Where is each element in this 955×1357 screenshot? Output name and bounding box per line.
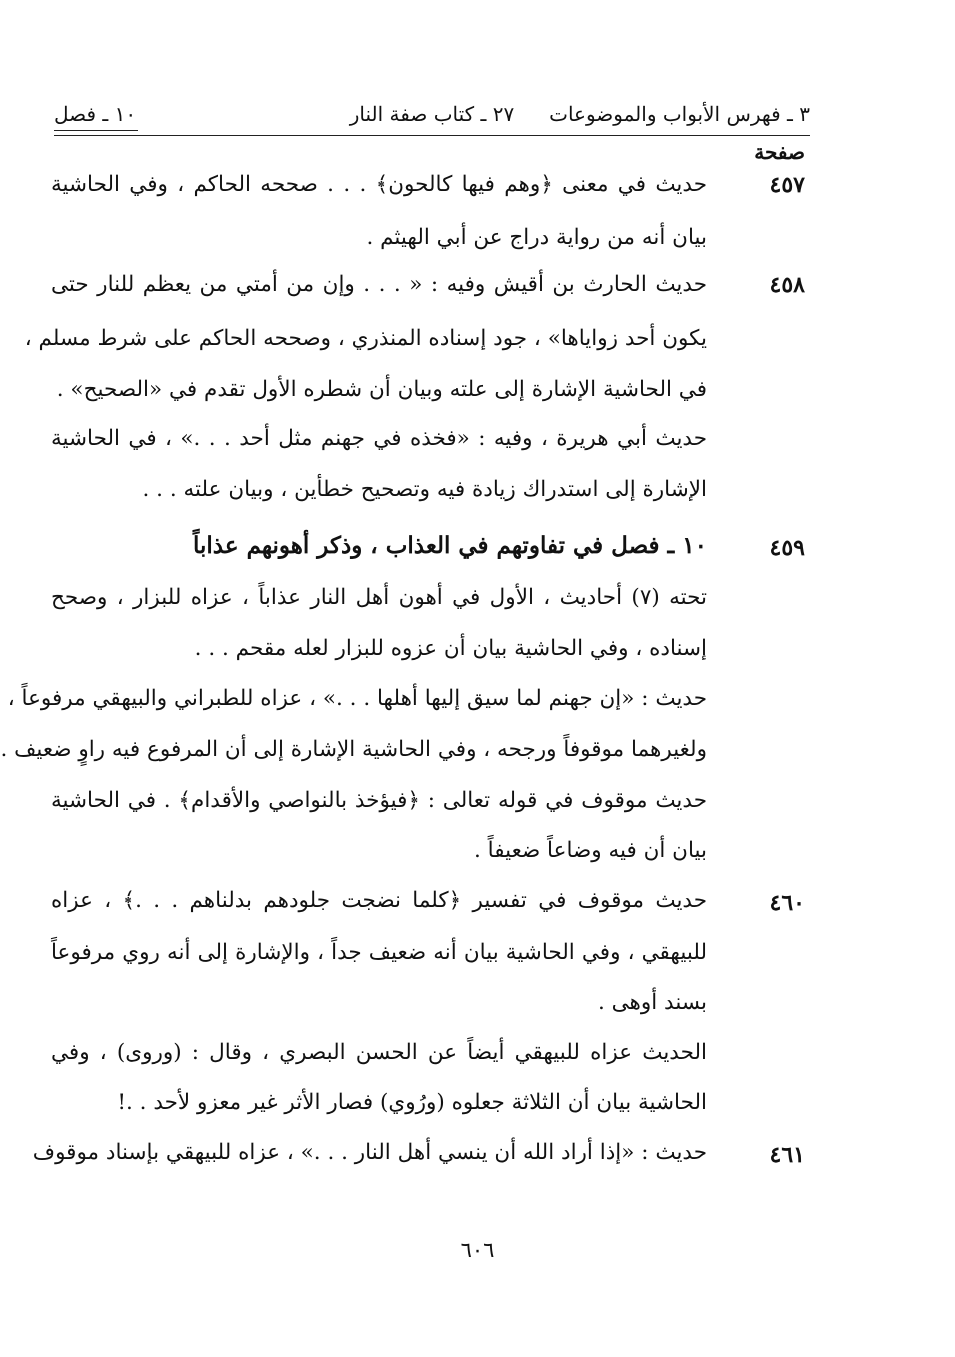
entry-line: بسند أوهى . [597,990,707,1015]
entry-line: حديث في معنى ﴿وهم فيها كالحون﴾ . . . صححه الحاكم ، وفي الحاشية [51,172,707,197]
header-rule [54,135,810,136]
entry-line: حديث : «إذا أراد الله أن ينسي أهل النار . . .» ، عزاه للبيهقي بإسناد موقوف [32,1140,707,1165]
page-reference-461: ٤٦١ [769,1142,805,1168]
header-section-title: ٣ ـ فهرس الأبواب والموضوعات [549,102,810,126]
page-column-heading: صفحة [754,140,805,164]
entry-line: الحديث عزاه للبيهقي أيضاً عن الحسن البصري ، وقال : (وروى) ، وفي [51,1040,707,1065]
entry-line: حديث أبي هريرة ، وفيه : «فخذه في جهنم مثل أحد . . .» ، في الحاشية [51,426,707,451]
entry-line: الحاشية بيان أن الثلاثة جعلوه (ورُوي) فصار الأثر غير معزو لأحد . .! [117,1090,707,1115]
section-heading: ١٠ ـ فصل في تفاوتهم في العذاب ، وذكر أهونهم عذاباً [192,532,707,559]
entry-line: حديث الحارث بن أقيش وفيه : « . . . وإن من أمتي من يعظم للنار حتى [51,272,707,297]
page-number: ٦٠٦ [460,1238,495,1262]
page-reference-457: ٤٥٧ [769,172,805,198]
header-chapter-title: ١٠ ـ فصل [54,102,137,126]
page-reference-459: ٤٥٩ [769,535,805,561]
entry-line: يكون أحد زواياها» ، جود إسناده المنذري ، وصححه الحاكم على شرط مسلم ، [24,326,707,351]
entry-line: حديث موقوف في قوله تعالى : ﴿فيؤخذ بالنواصي والأقدام﴾ . في الحاشية [51,788,707,813]
entry-line: حديث موقوف في تفسير ﴿كلما نضجت جلودهم بدلناهم . . .﴾ ، عزاه [51,888,707,913]
entry-line: للبيهقي ، وفي الحاشية بيان أنه ضعيف جداً ، والإشارة إلى أنه روي مرفوعاً [51,940,707,965]
entry-line: ولغيرهما موقوفاً ورجحه ، وفي الحاشية الإشارة إلى أن المرفوع فيه راوٍ ضعيف . [0,737,707,762]
entry-line: بيان أنه من رواية دراج عن أبي الهيثم . [366,225,707,250]
header-rule-short [54,130,138,131]
entry-line: إسناده ، وفي الحاشية بيان أن عزوه للبزار لعله مقحم . . . [194,636,707,661]
header-book-title: ٢٧ ـ كتاب صفة النار [349,102,515,126]
entry-line: الإشارة إلى استدراك زيادة فيه وتصحيح خطأين ، وبيان علته . . . [142,477,707,502]
entry-line: تحته (٧) أحاديث ، الأول في أهون أهل النار عذاباً ، عزاه للبزار ، وصحح [51,585,707,610]
entry-line: بيان أن فيه وضاعاً ضعيفاً . [474,838,707,863]
running-header [54,102,810,132]
page-reference-458: ٤٥٨ [769,272,805,298]
entry-line: في الحاشية الإشارة إلى علته وبيان أن شطره الأول تقدم في «الصحيح» . [56,377,707,402]
page-reference-460: ٤٦٠ [769,890,805,916]
entry-line: حديث : «إن جهنم لما سيق إليها أهلها . . .» ، عزاه للطبراني والبيهقي مرفوعاً ، [7,686,707,711]
